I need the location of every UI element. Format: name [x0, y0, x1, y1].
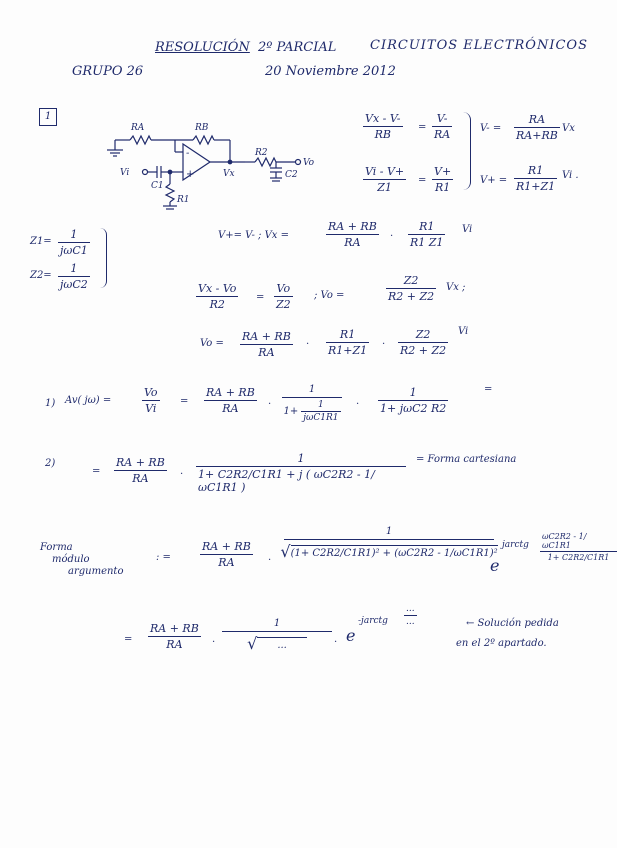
label-r2: R2 — [255, 148, 268, 158]
frac-num: V+ — [434, 165, 452, 178]
label-vo: Vo — [303, 158, 315, 168]
eq-sign: = — [124, 634, 133, 645]
frac-num: RA + RB — [328, 220, 377, 233]
eq-right-2-right — [432, 165, 453, 194]
polar-label-3: argumento — [68, 566, 124, 577]
frac-den: RB — [374, 128, 391, 141]
frac-den: RA — [258, 346, 275, 359]
date-label: 20 Noviembre 2012 — [265, 64, 396, 79]
frac-den: Z2 — [276, 298, 291, 311]
frac-num: Z2 — [415, 328, 431, 341]
frac-num: 1 — [70, 228, 78, 241]
vo-sep: ; Vo = — [314, 290, 345, 301]
title-circuitos: CIRCUITOS ELECTRÓNICOS — [370, 38, 588, 53]
frac-num: RA — [528, 113, 546, 126]
v-plus-lhs: V+ = — [480, 175, 508, 186]
frac-num: Vx - Vo — [198, 282, 237, 295]
frac-den: jωC2 — [60, 278, 88, 291]
label-vx: Vx — [223, 169, 235, 179]
frac-num: 1 — [318, 400, 324, 410]
vo-frac-1 — [196, 282, 238, 311]
frac-num: RA + RB — [202, 540, 251, 553]
sqrt-icon: √ — [247, 634, 258, 653]
dot: . — [334, 634, 338, 645]
vx-tail: Vi — [462, 224, 473, 235]
frac-num: Vi - V+ — [365, 165, 405, 178]
frac-den: R1+Z1 — [328, 344, 368, 357]
part1-label: 1) — [45, 398, 56, 409]
z1-lhs: Z1= — [30, 236, 52, 247]
frac-num: RA + RB — [150, 622, 199, 635]
polar-colon: : = — [156, 552, 171, 563]
frac-den: RA — [166, 638, 183, 651]
vo2-frac-2 — [326, 328, 369, 357]
frac-num: 1 — [308, 384, 316, 395]
frac-den: Vi — [145, 402, 157, 415]
frac-den: R1+Z1 — [516, 180, 556, 193]
dot: . — [356, 396, 360, 407]
part1-frac-2 — [282, 384, 342, 423]
final-note-1: ← Solución pedida — [466, 618, 559, 629]
frac-num: 1 — [409, 386, 417, 399]
vo-frac-3 — [386, 274, 436, 303]
frac-den: R2 — [209, 298, 225, 311]
frac-num: Vx - V- — [365, 112, 401, 125]
frac-num: Vo — [144, 386, 158, 399]
eq-right-1-right — [432, 112, 452, 141]
part1-tail: = — [484, 384, 493, 395]
part1-frac-0 — [142, 386, 160, 415]
label-r1: R1 — [177, 195, 190, 205]
final-exp: e — [346, 626, 356, 645]
polar-root: (1+ C2R2/C1R1)² + (ωC2R2 - 1/ωC1R1)² — [291, 545, 498, 559]
problem-number: 1 — [44, 111, 52, 122]
final-note-2: en el 2º apartado. — [456, 638, 547, 649]
frac-num: ... — [406, 604, 415, 614]
problem-number-box — [39, 108, 57, 126]
dot: . — [268, 552, 272, 563]
v-minus-frac — [514, 113, 560, 142]
frac-num: 1 — [385, 526, 393, 537]
frac-den: Z1 — [377, 181, 392, 194]
part2-frac-2 — [196, 452, 406, 494]
frac-num: Z2 — [403, 274, 419, 287]
eq-sign: = — [92, 466, 101, 477]
v-plus-frac — [514, 164, 557, 193]
vo2-frac-1 — [240, 330, 293, 359]
frac-den: RA+RB — [516, 129, 558, 142]
v-minus-lhs: V- = — [480, 123, 502, 134]
polar-exp-frac — [540, 532, 617, 562]
polar-label-1: Forma — [40, 542, 73, 553]
final-frac-2 — [222, 618, 332, 653]
z2-lhs: Z2= — [30, 270, 52, 281]
label-minus: - — [186, 148, 190, 159]
polar-frac-2 — [280, 526, 498, 561]
polar-label-2: módulo — [52, 554, 90, 565]
part2-frac-1 — [114, 456, 167, 485]
label-rb: RB — [195, 123, 209, 133]
frac-num: Vo — [276, 282, 291, 295]
frac-den: 1+ C2R2/C1R1 — [547, 553, 610, 562]
frac-num: 1 — [70, 262, 78, 275]
final-frac-1 — [148, 622, 201, 651]
final-root: ... — [257, 637, 307, 651]
group-label: GRUPO 26 — [72, 64, 144, 79]
eq-sign: = — [256, 292, 265, 303]
label-c2: C2 — [285, 170, 298, 180]
label-vi: Vi — [120, 168, 130, 178]
frac-den: 1+ C2R2/C1R1 + j ( ωC2R2 - 1/ωC1R1 ) — [198, 468, 375, 494]
z2-frac — [58, 262, 90, 291]
vo-tail: Vx ; — [446, 282, 466, 293]
op-amp-circuit-diagram — [95, 110, 335, 220]
frac-den: R2 + Z2 — [400, 344, 447, 357]
v-minus-tail: Vx — [562, 123, 575, 134]
eq-right-2-left — [363, 165, 406, 194]
label-plus: + — [186, 169, 195, 180]
sqrt-icon: √ — [280, 542, 291, 561]
eq-sign: = — [180, 396, 189, 407]
dot: . — [382, 336, 386, 347]
label-ra: RA — [131, 123, 145, 133]
frac-den: RA — [132, 472, 149, 485]
frac-den-prefix: 1+ — [283, 406, 299, 417]
title-parcial: 2º PARCIAL — [258, 40, 337, 55]
frac-num: RA + RB — [206, 386, 255, 399]
vo2-lhs: Vo = — [200, 338, 224, 349]
dot: . — [268, 396, 272, 407]
vx-lhs: V+= V- ; Vx = — [218, 230, 289, 241]
polar-exp-arg: jarctg — [502, 540, 529, 550]
frac-den: jωC1 — [60, 244, 88, 257]
frac-num: V- — [436, 112, 448, 125]
cartesian-note: = Forma cartesiana — [416, 454, 517, 465]
frac-den: R1 Z1 — [410, 236, 444, 249]
eq-sign: = — [418, 175, 427, 186]
z1-frac — [58, 228, 90, 257]
frac-den: R1 — [434, 181, 451, 194]
part2-label: 2) — [45, 458, 56, 469]
frac-den: RA — [344, 236, 361, 249]
title-resolucion: RESOLUCIÓN — [155, 40, 250, 55]
frac-den: R2 + Z2 — [388, 290, 435, 303]
frac-den: 1+ jωC2 R2 — [380, 402, 447, 415]
frac-num: RA + RB — [116, 456, 165, 469]
frac-num: 1 — [297, 452, 305, 465]
frac-den: RA — [222, 402, 239, 415]
frac-num: ωC2R2 - 1/ωC1R1 — [542, 532, 587, 550]
right-brace — [462, 112, 471, 190]
v-plus-tail: Vi . — [562, 170, 579, 181]
part1-lhs: Av( jω) = — [65, 395, 112, 406]
frac-den: jωC1R1 — [303, 413, 339, 423]
dot: . — [180, 466, 184, 477]
frac-den: RA — [434, 128, 451, 141]
polar-exp: e — [490, 556, 500, 575]
frac-den: RA — [218, 556, 235, 569]
frac-num: R1 — [419, 220, 435, 233]
vx-frac-2 — [408, 220, 445, 249]
eq-right-1-left — [363, 112, 403, 141]
vx-frac-1 — [326, 220, 379, 249]
dot: . — [390, 228, 394, 239]
vo2-tail: Vi — [458, 326, 469, 337]
frac-num: R1 — [339, 328, 356, 341]
label-c1: C1 — [151, 181, 164, 191]
final-exp-frac — [404, 604, 417, 627]
dot: . — [306, 336, 310, 347]
impedance-brace — [100, 228, 107, 288]
frac-num: R1 — [527, 164, 544, 177]
frac-num: 1 — [273, 618, 281, 629]
frac-den: ... — [406, 617, 415, 627]
vo-frac-2 — [274, 282, 293, 311]
vo2-frac-3 — [398, 328, 448, 357]
final-exp-arg: -jarctg — [358, 616, 388, 626]
eq-sign: = — [418, 122, 427, 133]
part1-frac-1 — [204, 386, 257, 415]
frac-num: RA + RB — [242, 330, 291, 343]
part1-frac-3 — [378, 386, 448, 415]
polar-frac-1 — [200, 540, 253, 569]
inner-frac — [301, 400, 340, 423]
dot: . — [212, 634, 216, 645]
